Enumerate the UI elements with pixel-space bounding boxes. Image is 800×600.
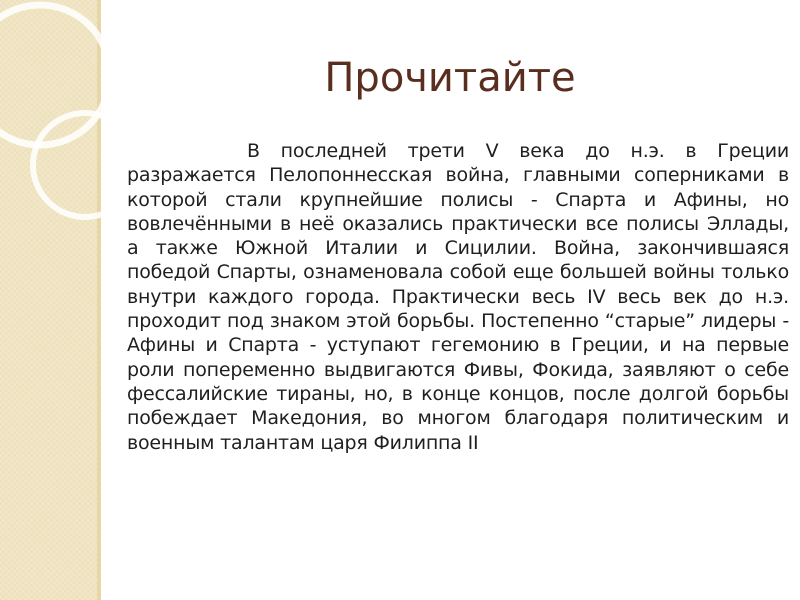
slide-body-text: В последней трети V века до н.э. в Греции разражается Пелопоннесская война, главными соперниками в которой стали крупнейшие полисы - Спарта и Афины, но вовлечёнными в неё оказались практически все полисы Эллады, а также Южной Италии и Сицилии. Война, закончившаяся победой Спарты, ознаменовала собой еще большей войны только внутри каждого города. Практически весь IV весь век до н.э. проходит под знаком этой борьбы. Постепенно “старые” лидеры - Афины и Спарта - уступают гегемонию в Греции, и на первые роли попеременно выдвигаются Фивы, Фокида, заявляют о себе фессалийские тираны, но, в конце концов, после долгой борьбы побеждает Македония, во многом благодаря политическим и военным талантам царя Филиппа II: [127, 140, 789, 454]
slide-title: Прочитайте: [324, 55, 576, 101]
